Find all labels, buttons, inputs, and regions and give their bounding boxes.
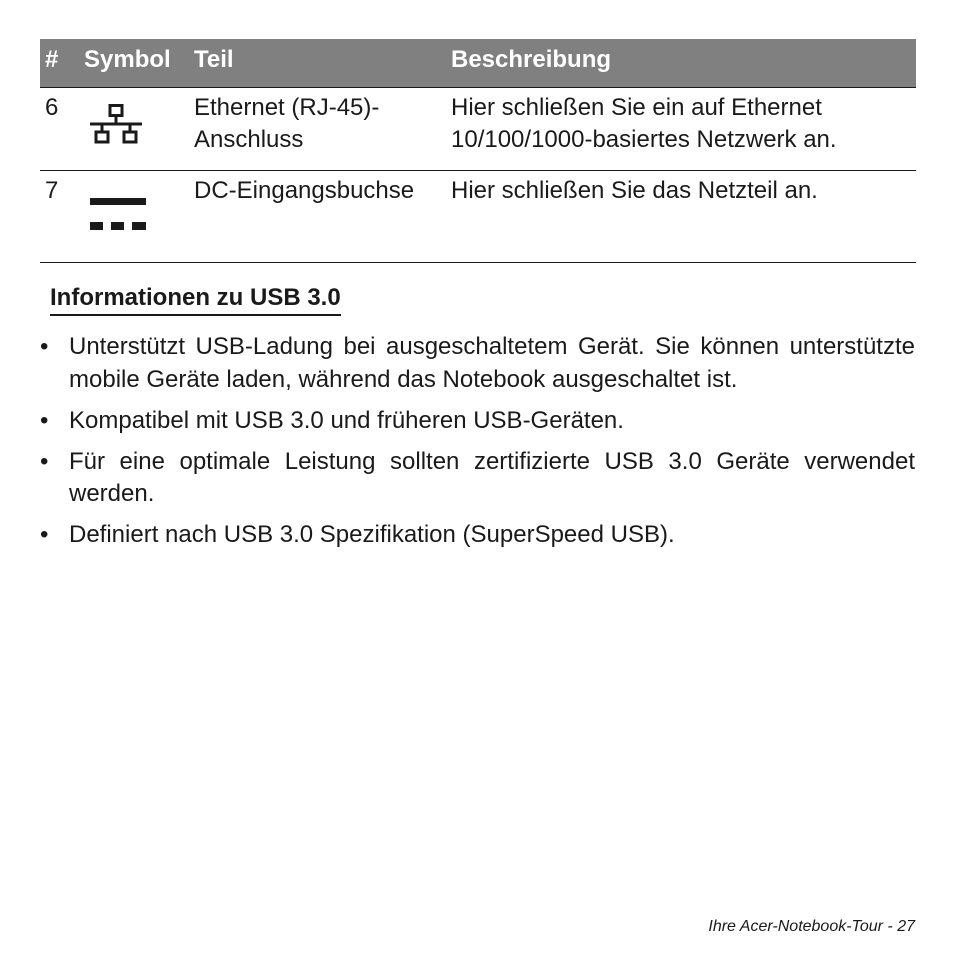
table-header	[40, 39, 916, 87]
row-description: Hier schließen Sie das Netzteil an.	[451, 177, 818, 204]
row-num: 7	[45, 177, 59, 204]
header-num: #	[45, 46, 59, 73]
list-item	[40, 446, 915, 511]
ethernet-port-icon	[88, 104, 144, 161]
header-symbol: Symbol	[84, 46, 171, 73]
bullet-glyph: •	[40, 333, 49, 360]
list-item-text: Definiert nach USB 3.0 Spezifikation (SuperSpeed USB).	[69, 521, 675, 548]
row-description: Hier schließen Sie ein auf Ethernet 10/100/1000-basiertes Netzwerk an.	[451, 94, 837, 153]
list-item-text: Unterstützt USB-Ladung bei ausgeschaltetem Gerät. Sie können unterstützte mobile Geräte laden, während das Notebook ausgeschaltet ist.	[69, 333, 915, 393]
bullet-glyph: •	[40, 406, 49, 434]
ports-table	[40, 39, 916, 263]
row-num: 6	[45, 94, 59, 121]
header-description: Beschreibung	[451, 46, 612, 73]
header-part: Teil	[194, 46, 234, 73]
dc-power-icon	[88, 197, 148, 242]
list-item	[40, 519, 915, 552]
usb-info-list	[40, 331, 915, 560]
table-row	[40, 171, 916, 263]
list-item-text: Kompatibel mit USB 3.0 und früheren USB-Geräten.	[69, 406, 624, 434]
list-item	[40, 405, 915, 438]
row-part: Ethernet (RJ-45)-Anschluss	[194, 94, 380, 153]
row-part: DC-Eingangsbuchse	[194, 177, 415, 204]
list-item	[40, 331, 915, 396]
bullet-glyph: •	[40, 521, 49, 548]
page-footer: Ihre Acer-Notebook-Tour - 27	[708, 918, 915, 935]
table-row	[40, 87, 916, 171]
bullet-glyph: •	[40, 447, 49, 475]
list-item-text: Für eine optimale Leistung sollten zertifizierte USB 3.0 Geräte verwendet werden.	[69, 447, 915, 507]
section-title: Informationen zu USB 3.0	[50, 282, 341, 316]
